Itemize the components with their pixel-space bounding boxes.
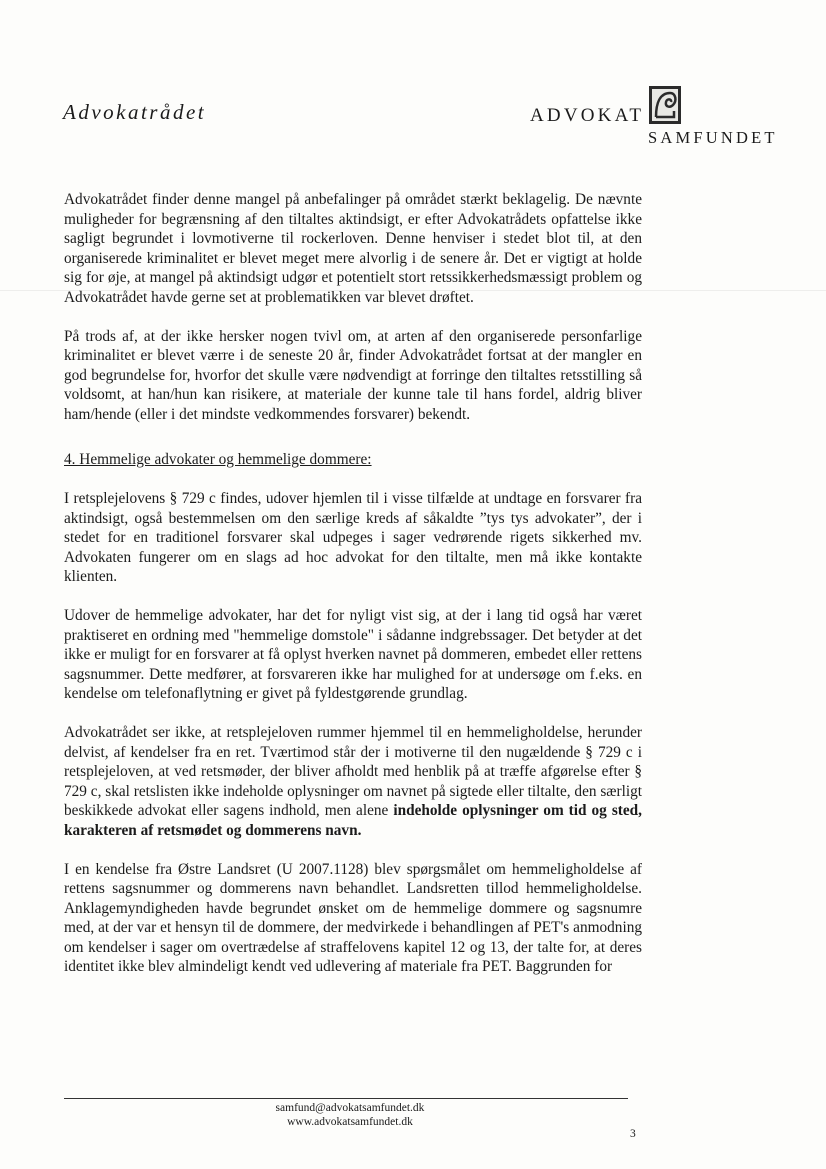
section-heading: 4. Hemmelige advokater og hemmelige dommere: [64, 451, 372, 468]
section-paragraph-3 [64, 723, 642, 840]
header-title: Advokatrådet [63, 100, 207, 124]
footer [200, 1101, 500, 1129]
paragraph-1: Advokatrådet finder denne mangel på anbefalinger på området stærkt beklagelig. De nævnte muligheder for begrænsning af den tiltaltes aktindsigt, er efter Advokatrådets opfattelse ikke sagligt begrundet i lovmotiverne til rockerloven. Denne henviser i stedet blot til, at den organiserede kriminalitet er blevet meget mere alvorlig i de senere år. Det er vigtigt at holde sig for øje, at mangel på aktindsigt udgør et potentielt stort retssikkerhedsmæssigt problem og Advokatrådet havde gerne set at problematikken var blevet drøftet. [64, 191, 642, 306]
footer-website: www.advokatsamfundet.dk [287, 1116, 413, 1128]
section-paragraph-1: I retsplejelovens § 729 c findes, udover hjemlen til i visse tilfælde at undtage en forsvarer fra aktindsigt, også bestemmelsen om den særlige kreds af såkaldte ”tys tys advokater”, der i stedet for en traditionel forsvarer skal udpeges i sager vedrørende rigets sikkerhed mv. Advokaten fungerer om en slags ad hoc advokat for den tiltalte, men må ikke kontakte klienten. [64, 490, 642, 585]
page-number: 3 [630, 1128, 636, 1140]
logo-text-bottom: SAMFUNDET [648, 128, 778, 147]
logo-text-top: ADVOKAT [530, 105, 645, 126]
section-paragraph-2: Udover de hemmelige advokater, har det for nyligt vist sig, at der i lang tid også har været praktiseret en ordning med "hemmelige domstole" i sådanne indgrebssager. Det betyder at det ikke er muligt for en forsvarer at få oplyst hverken navnet på dommeren, embedet eller rettens sagsnummer. Dette medfører, at forsvareren ikke har mulighed for at undersøge om f.eks. en kendelse om telefonaflytning er givet på fyldestgørende grundlag. [64, 607, 642, 702]
section-paragraph-4: I en kendelse fra Østre Landsret (U 2007.1128) blev spørgsmålet om hemmeligholdelse af rettens sagsnummer og dommerens navn behandlet. Landsretten tillod hemmeligholdelse. Anklagemyndigheden havde begrundet ønsket om de hemmelige dommere og sagsnumre med, at der var et hensyn til de dommere, der medvirkede i behandlingen af PET's anmodning om kendelser i sager om overtrædelse af straffelovens kapitel 12 og 13, der talte for, at deres identitet ikke blev almindeligt kendt ved udlevering af materiale fra PET. Baggrunden for [64, 860, 642, 975]
footer-rule [64, 1098, 628, 1099]
footer-email: samfund@advokatsamfundet.dk [275, 1102, 425, 1114]
document-body [64, 190, 642, 996]
section-paragraph-3-lead: Advokatrådet ser ikke, at retsplejeloven rummer hjemmel til en hemmeligholdelse, herunder delvist, af kendelser fra en ret. Tværtimod står der i motiverne til den nugældende § 729 c i retsplejeloven, at ved retsmøder, der bliver afholdt med henblik på at træffe afgørelse efter § 729 c, skal retslisten ikke indeholde oplysninger om navnet på sigtede eller tiltalte, den særligt beskikkede advokat eller sagens indhold, men alene [64, 724, 642, 819]
section-paragraph-3-bold: indeholde oplysninger om tid og sted, karakteren af retsmødet og dommerens navn. [64, 802, 642, 839]
paragraph-2: På trods af, at der ikke hersker nogen tvivl om, at arten af den organiserede personfarlige kriminalitet er blevet værre i de seneste 20 år, finder Advokatrådet fortsat at der mangler en god begrundelse for, hvorfor det skulle være nødvendigt at forringe den tiltaltes retsstilling så voldsomt, at han/hun kan risikere, at materiale der kunne tale til hans fordel, aldrig bliver ham/hende (eller i det mindste vedkommendes forsvarer) bekendt. [64, 327, 642, 423]
logo [530, 85, 800, 145]
logo-emblem-icon [648, 85, 682, 125]
